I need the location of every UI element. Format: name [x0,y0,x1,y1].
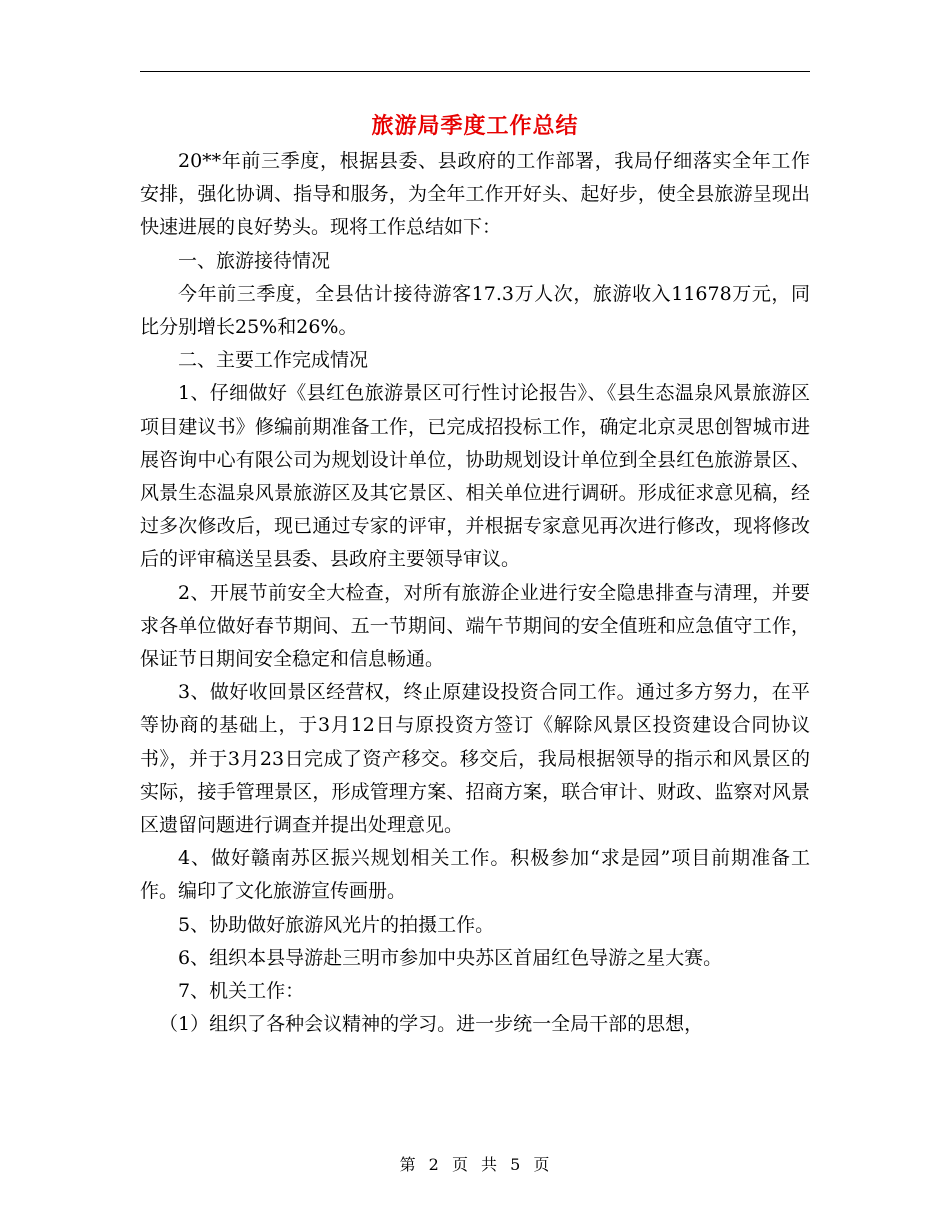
paragraph-reception: 今年前三季度，全县估计接待游客17.3万人次，旅游收入11678万元，同比分别增长25%和26%。 [140,282,810,339]
paragraph-item-4: 4、做好赣南苏区振兴规划相关工作。积极参加“求是园”项目前期准备工作。编印了文化旅游宣传画册。 [140,847,810,903]
paragraph-item-7-1: （1）组织了各种会议精神的学习。进一步统一全局干部的思想， [159,1013,704,1036]
paragraph-item-3: 3、做好收回景区经营权，终止原建设投资合同工作。通过多方努力，在平等协商的基础上，于3月12日与原投资方签订《解除风景区投资建设合同协议书》，并于3月23日完成了资产移交。移交后，我局根据领导的指示和风景区的实际，接手管理景区，形成管理方案、招商方案，联合审计、财政、监察对风景区遗留问题进行调查并提出处理意见。 [140,681,810,837]
page-number: 第 2 页 共 5 页 [399,1155,551,1174]
document-body [140,145,810,1041]
paragraph-item-7: 7、机关工作： [178,980,305,1003]
paragraph-item-2: 2、开展节前安全大检查，对所有旅游企业进行安全隐患排查与清理，并要求各单位做好春节期间、五一节期间、端午节期间的安全值班和应急值守工作，保证节日期间安全稳定和信息畅通。 [140,581,810,671]
heading-reception: 一、旅游接待情况 [178,249,331,272]
header-rule [140,71,810,72]
paragraph-intro: 20**年前三季度，根据县委、县政府的工作部署，我局仔细落实全年工作安排，强化协调、指导和服务，为全年工作开好头、起好步，使全县旅游呈现出快速进展的良好势头。现将工作总结如下： [140,150,810,239]
paragraph-item-6: 6、组织本县导游赴三明市参加中央苏区首届红色导游之星大赛。 [178,946,723,969]
paragraph-item-1: 1、仔细做好《县红色旅游景区可行性讨论报告》、《县生态温泉风景旅游区项目建议书》修编前期准备工作，已完成招投标工作，确定北京灵思创智城市进展咨询中心有限公司为规划设计单位，协助规划设计单位到全县红色旅游景区、风景生态温泉风景旅游区及其它景区、相关单位进行调研。形成征求意见稿，经过多次修改后，现已通过专家的评审，并根据专家意见再次进行修改，现将修改后的评审稿送呈县委、县政府主要领导审议。 [140,382,810,571]
heading-main-work: 二、主要工作完成情况 [178,349,369,372]
paragraph-item-5: 5、协助做好旅游风光片的拍摄工作。 [178,913,495,936]
document-title: 旅游局季度工作总结 [371,113,579,139]
